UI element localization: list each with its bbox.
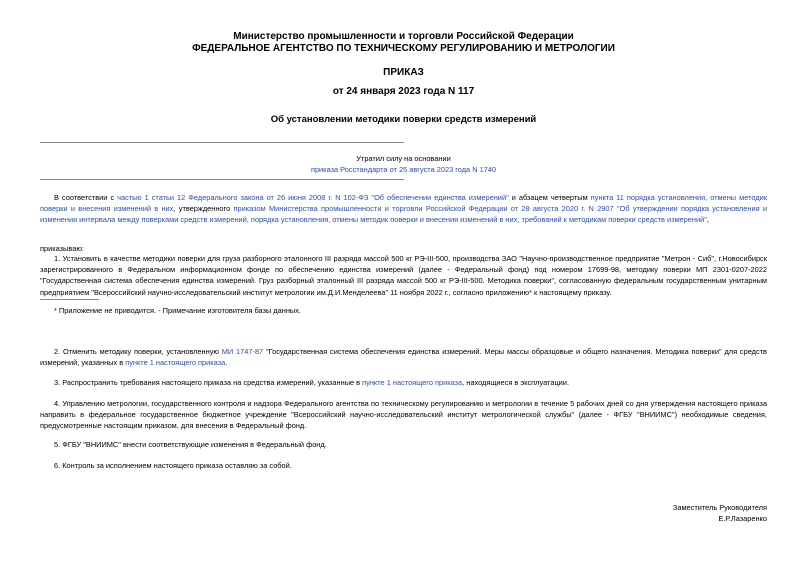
preamble-text-2: и абзацем четвертым — [508, 193, 591, 202]
link-federal-law[interactable]: частью 1 статьи 12 Федерального закона от 26 июня 2008 г. N 102-ФЗ "Об обеспечении единства измерений" — [117, 193, 509, 202]
link-mi-1747-87[interactable]: МИ 1747-87 — [221, 347, 264, 356]
orders-word: приказываю: — [40, 244, 84, 253]
footnote-rule — [40, 299, 99, 300]
note-bottom-rule — [40, 179, 404, 180]
item-4-text: 4. Управлению метрологии, государственного контроля и надзора Федерального агентства по техническому регулированию и метрологии в течение 5 рабочих дней со дня утверждения настоящего приказа направить в федеральное государственное бюджетное учреждение "Всероссийский научно-исследовательский институт метрологической службы" (далее - ФГБУ "ВНИИМС") необходимые сведения, предусмотренные настоящим приказом, для внесения в Федеральный фонд. — [40, 399, 767, 431]
preamble-text-4: , — [706, 215, 709, 225]
link-item-1-ref-b[interactable]: пункте 1 настоящего приказа — [362, 378, 463, 387]
item-1-text: 1. Установить в качестве методики поверки для груза разборного эталонного III разряда массой 500 кг РЭ-III-500, производства ЗАО "Научно-производственное предприятие "Метрон - Сиб", г.Новосибирск зарегистрированного в Федеральном информационном фонде по обеспечению единства измерений (далее - Федеральный фонд) под номером 17699-98, методику поверки МП 2301-0207-2022 "Государственная система обеспечения единства измерений. Груз разборный эталонный III разряда массой 500 кг РЭ-III-500. Методика поверки", согласованную федеральным государственным унитарным предприятием "Всероссийский научно-исследовательский институт метрологии им.Д.И.Менделеева" 11 ноября 2022 г., согласно приложению* к настоящему приказу. — [40, 254, 767, 297]
status-note-link-wrap — [40, 164, 767, 175]
preamble-text-3: , утвержденного — [173, 204, 234, 214]
signature-position: Заместитель Руководителя — [672, 503, 767, 512]
item-3-paragraph — [40, 377, 767, 388]
link-item-1-ref-a[interactable]: пункте 1 настоящего приказа — [125, 358, 226, 368]
item-5-text: 5. ФГБУ "ВНИИМС" внести соответствующие изменения в Федеральный фонд. — [54, 440, 327, 449]
signature-name: Е.Р.Лазаренко — [718, 514, 767, 523]
item-2-text-2: "Государственная система обеспечения единства измерений. Меры массы образцовые и общего назначения. Методика поверки" для средств измерений, указанных в — [40, 347, 767, 368]
item-2-text-1: 2. Отменить методику поверки, установленную — [54, 347, 222, 356]
preamble-paragraph — [40, 192, 767, 226]
doc-title: Об установлении методики поверки средств измерений — [270, 114, 537, 125]
status-note-line: Утратил силу на основании — [356, 154, 451, 163]
item-3-text-1: 3. Распространить требования настоящего приказа на средства измерений, указанные в — [54, 378, 363, 387]
doc-date-number: от 24 января 2023 года N 117 — [332, 86, 475, 97]
link-ministry-order[interactable]: приказом Министерства промышленности и торговли Российской Федерации от 28 августа 2020 г. N 2907 "Об утверждении порядка установления и изменения интервала между поверками средств измерений, порядка установления, отмены методик поверки и внесения изменений в них, требований к методикам поверки средств измерений" — [40, 204, 767, 225]
doc-type: ПРИКАЗ — [383, 67, 424, 78]
item-2-paragraph — [40, 346, 767, 368]
ministry-name: Министерство промышленности и торговли Российской Федерации — [233, 31, 574, 42]
footnote-text: * Приложение не приводится. - Примечание изготовителя базы данных. — [54, 306, 301, 315]
item-4-paragraph — [40, 398, 767, 432]
item-5-paragraph — [40, 439, 767, 450]
note-top-rule — [40, 142, 404, 143]
item-6-paragraph — [40, 460, 767, 471]
status-note-link[interactable]: приказа Росстандарта от 25 августа 2023 года N 1740 — [310, 165, 497, 174]
link-procedure-point-11[interactable]: пункта 11 порядка установления, отмены методик поверки и внесения изменений в них — [40, 193, 767, 214]
item-1-paragraph — [40, 253, 767, 298]
item-3-text-2: , находящиеся в эксплуатации. — [462, 378, 569, 387]
item-2-text-3: . — [225, 358, 228, 368]
item-6-text: 6. Контроль за исполнением настоящего приказа оставляю за собой. — [54, 461, 292, 470]
preamble-text-1: В соответствии с — [54, 193, 118, 202]
agency-name: ФЕДЕРАЛЬНОЕ АГЕНТСТВО ПО ТЕХНИЧЕСКОМУ РЕГУЛИРОВАНИЮ И МЕТРОЛОГИИ — [192, 43, 615, 54]
